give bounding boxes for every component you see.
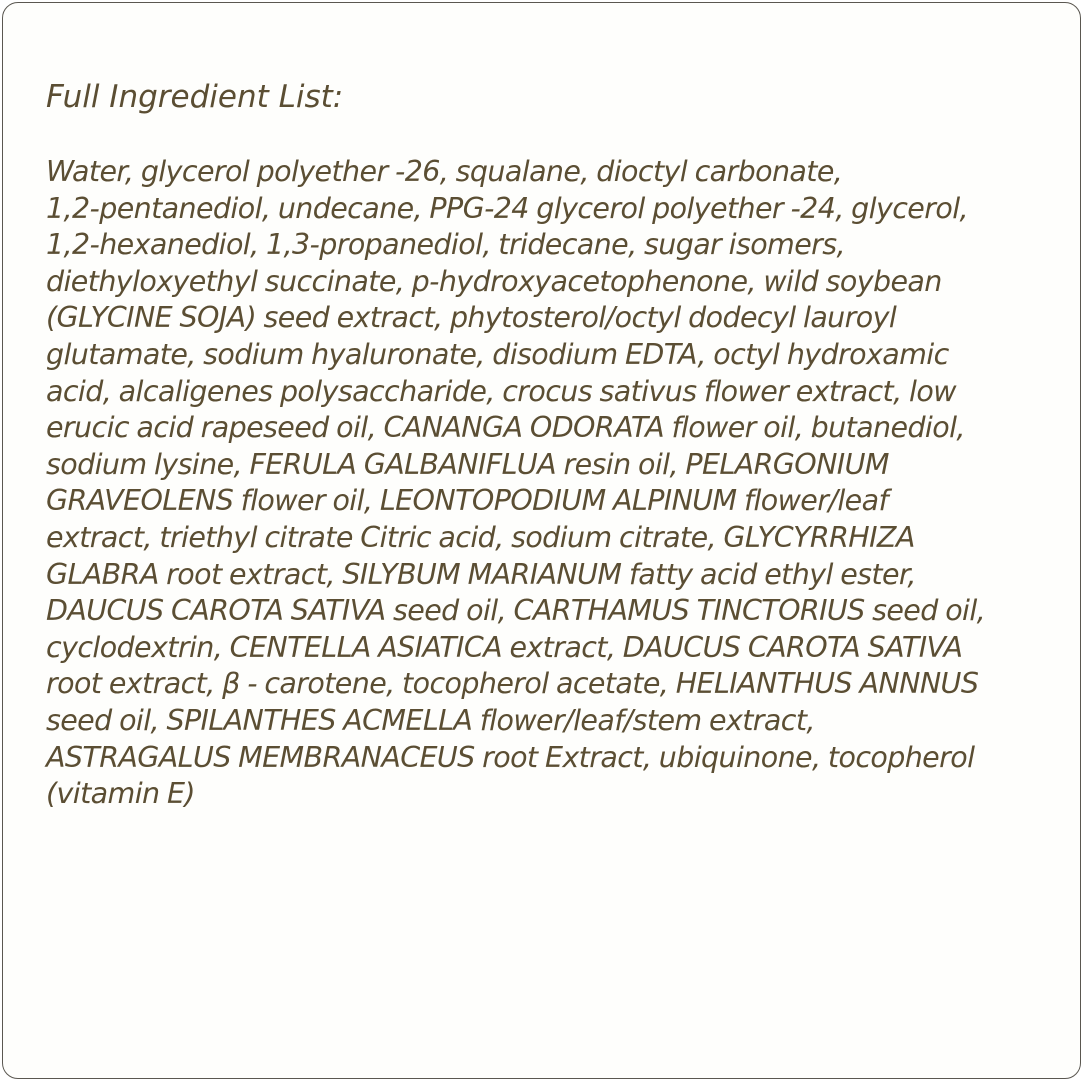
ingredient-line: root extract, β - carotene, tocopherol acetate, HELIANTHUS ANNNUS xyxy=(46,667,979,701)
ingredient-list xyxy=(46,154,1056,813)
ingredient-line: Water, glycerol polyether -26, squalane, dioctyl carbonate, xyxy=(46,155,843,188)
ingredient-line: erucic acid rapeseed oil, CANANGA ODORATA flower oil, butanediol, xyxy=(46,411,965,445)
ingredient-line: GRAVEOLENS flower oil, LEONTOPODIUM ALPINUM flower/leaf xyxy=(46,484,888,518)
ingredient-line: 1,2-pentanediol, undecane, PPG-24 glycerol polyether -24, glycerol, xyxy=(46,191,968,225)
ingredient-line: diethyloxyethyl succinate, p-hydroxyacetophenone, wild soybean xyxy=(46,264,942,298)
ingredient-line: extract, triethyl citrate Citric acid, sodium citrate, GLYCYRRHIZA xyxy=(46,520,915,554)
ingredient-line: seed oil, SPILANTHES ACMELLA flower/leaf/stem extract, xyxy=(46,703,815,737)
ingredient-line: sodium lysine, FERULA GALBANIFLUA resin oil, PELARGONIUM xyxy=(46,447,889,481)
ingredient-line: cyclodextrin, CENTELLA ASIATICA extract, DAUCUS CAROTA SATIVA xyxy=(46,630,963,664)
ingredient-line: glutamate, sodium hyaluronate, disodium EDTA, octyl hydroxamic xyxy=(46,337,949,371)
ingredient-line: 1,2-hexanediol, 1,3-propanediol, tridecane, sugar isomers, xyxy=(46,228,845,262)
ingredient-line: acid, alcaligenes polysaccharide, crocus sativus flower extract, low xyxy=(46,374,956,408)
ingredient-line: DAUCUS CAROTA SATIVA seed oil, CARTHAMUS TINCTORIUS seed oil, xyxy=(46,594,986,628)
ingredient-line: (GLYCINE SOJA) seed extract, phytosterol/octyl dodecyl lauroyl xyxy=(46,301,897,335)
ingredient-list-heading: Full Ingredient List: xyxy=(46,79,344,115)
ingredient-line: ASTRAGALUS MEMBRANACEUS root Extract, ubiquinone, tocopherol xyxy=(46,740,975,774)
ingredient-line: (vitamin E) xyxy=(46,777,195,811)
ingredient-card xyxy=(2,2,1081,1079)
ingredient-line: GLABRA root extract, SILYBUM MARIANUM fatty acid ethyl ester, xyxy=(46,557,916,591)
